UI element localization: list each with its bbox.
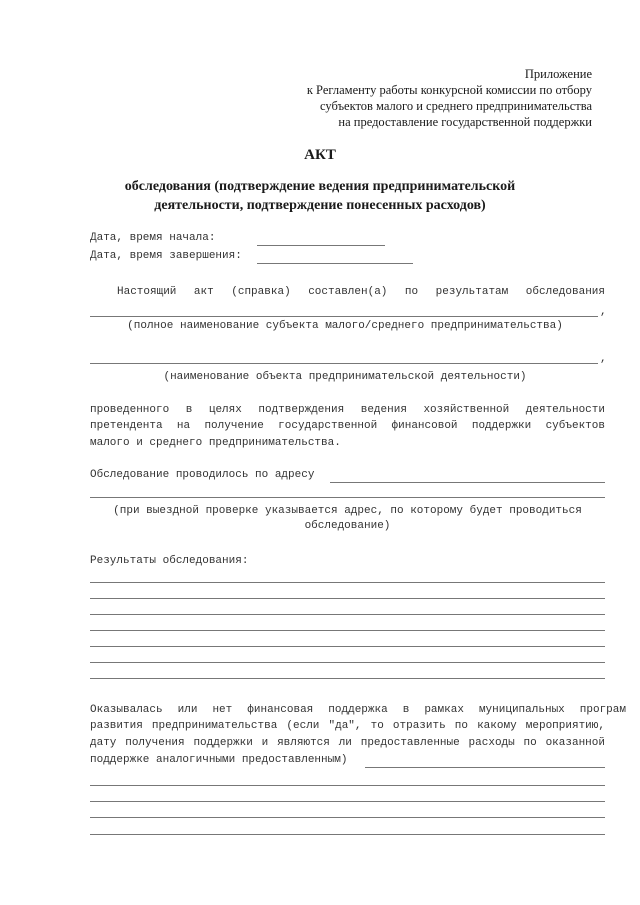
appendix-line-4: на предоставление государственной поддержки bbox=[338, 115, 592, 129]
address-hint-line-1: (при выездной проверке указывается адрес, по которому будет проводиться bbox=[113, 505, 582, 517]
end-date-label: Дата, время завершения: bbox=[90, 250, 242, 262]
appendix-line-2: к Регламенту работы конкурсной комиссии по отбору bbox=[306, 83, 592, 97]
support-line-1: Оказывалась или нет финансовая поддержка в рамках муниципальных програм bbox=[90, 704, 626, 716]
appendix-line-1: Приложение bbox=[524, 67, 592, 81]
support-line-2: развития предпринимательства (если "да", то отразить по какому мероприятию, bbox=[90, 720, 605, 732]
support-field-1[interactable] bbox=[365, 767, 605, 768]
entity-name-field[interactable] bbox=[90, 316, 598, 317]
address-hint-line-2: обследование) bbox=[304, 520, 391, 532]
support-field-3[interactable] bbox=[90, 801, 605, 802]
results-line-5[interactable] bbox=[90, 646, 605, 647]
object-name-field[interactable] bbox=[90, 363, 598, 364]
support-field-5[interactable] bbox=[90, 834, 605, 835]
address-field-2[interactable] bbox=[90, 497, 605, 498]
address-label: Обследование проводилось по адресу bbox=[90, 469, 315, 481]
results-label: Результаты обследования: bbox=[90, 555, 249, 567]
results-line-2[interactable] bbox=[90, 598, 605, 599]
subtitle-line-2: деятельности, подтверждение понесенных расходов) bbox=[154, 198, 486, 213]
end-date-field[interactable] bbox=[257, 263, 413, 264]
address-field-1[interactable] bbox=[330, 482, 605, 483]
subtitle-line-1: обследования (подтверждение ведения предпринимательской bbox=[124, 179, 516, 194]
results-line-1[interactable] bbox=[90, 582, 605, 583]
appendix-block bbox=[307, 66, 592, 130]
appendix-line-3: субъектов малого и среднего предпринимательства bbox=[320, 99, 592, 113]
start-date-field[interactable] bbox=[257, 245, 385, 246]
results-line-3[interactable] bbox=[90, 614, 605, 615]
entity-comma: , bbox=[600, 306, 607, 318]
entity-hint: (полное наименование субъекта малого/среднего предпринимательства) bbox=[127, 320, 563, 332]
support-line-3: дату получения поддержки и являются ли предоставленные расходы по оказанной bbox=[90, 737, 605, 749]
purpose-line-3: малого и среднего предпринимательства. bbox=[90, 437, 341, 449]
results-line-6[interactable] bbox=[90, 662, 605, 663]
results-line-4[interactable] bbox=[90, 630, 605, 631]
document-subtitle bbox=[60, 177, 580, 215]
intro-text: Настоящий акт (справка) составлен(а) по результатам обследования bbox=[117, 286, 605, 298]
start-date-label: Дата, время начала: bbox=[90, 232, 216, 244]
document-title: АКТ bbox=[304, 147, 336, 163]
object-hint: (наименование объекта предпринимательской деятельности) bbox=[163, 371, 527, 383]
purpose-line-2: претендента на получение государственной финансовой поддержки субъектов bbox=[90, 420, 605, 432]
support-line-4: поддержке аналогичными предоставленным) bbox=[90, 754, 348, 766]
object-comma: , bbox=[600, 353, 607, 365]
results-line-7[interactable] bbox=[90, 678, 605, 679]
support-field-4[interactable] bbox=[90, 817, 605, 818]
purpose-line-1: проведенного в целях подтверждения ведения хозяйственной деятельности bbox=[90, 404, 605, 416]
support-field-2[interactable] bbox=[90, 785, 605, 786]
